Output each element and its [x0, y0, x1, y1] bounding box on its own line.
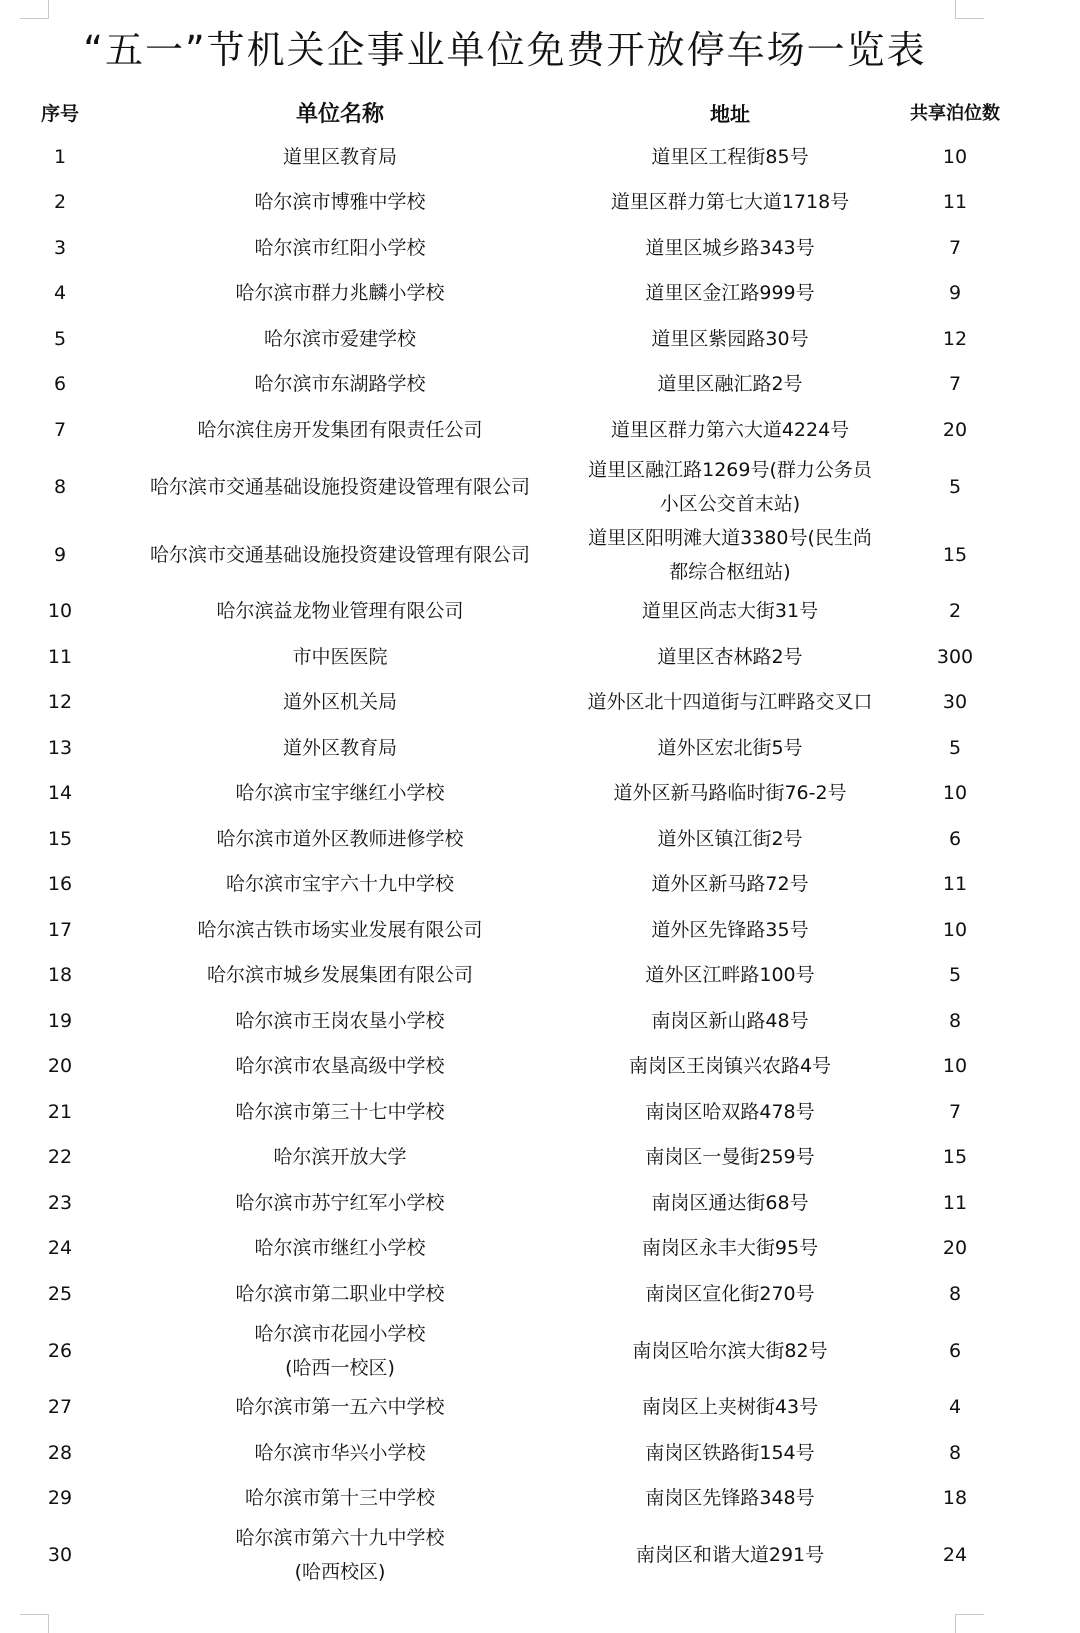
cell-address-text: 道里区金江路999号	[645, 282, 815, 305]
cell-shared-spaces-text: 5	[948, 475, 962, 498]
cell-unit-name-text: 哈尔滨市爱建学校	[263, 327, 416, 350]
page-corner-mark-bottom-left	[20, 1614, 49, 1633]
cell-shared-spaces-text: 300	[936, 645, 974, 668]
cell-serial-number	[0, 134, 120, 180]
cell-unit-name-text: 哈尔滨市道外区教师进修学校	[216, 827, 464, 850]
cell-unit-name-text: 哈尔滨市第六十九中学校	[235, 1527, 445, 1549]
page-corner-mark-bottom-right	[955, 1614, 984, 1633]
cell-address-text: 道外区先锋路35号	[651, 918, 809, 941]
cell-serial-number-text: 7	[53, 418, 67, 441]
cell-address-text: 道里区尚志大街31号	[641, 600, 819, 623]
cell-shared-spaces-text: 11	[942, 1191, 968, 1214]
cell-shared-spaces	[900, 316, 1010, 362]
cell-serial-number-text: 18	[47, 964, 73, 987]
cell-serial-number-text: 4	[53, 282, 67, 305]
cell-address	[560, 1317, 900, 1385]
cell-serial-number	[0, 1044, 120, 1090]
cell-unit-name	[120, 1317, 560, 1385]
cell-serial-number-text: 19	[47, 1009, 73, 1032]
cell-shared-spaces	[900, 998, 1010, 1044]
cell-serial-number	[0, 1317, 120, 1385]
cell-address	[560, 589, 900, 635]
cell-shared-spaces-text: 9	[948, 282, 962, 305]
cell-serial-number-text: 27	[47, 1396, 73, 1419]
cell-unit-name	[120, 589, 560, 635]
cell-address	[560, 180, 900, 226]
cell-address-text: 南岗区新山路48号	[651, 1009, 809, 1032]
cell-shared-spaces	[900, 771, 1010, 817]
cell-serial-number-text: 17	[47, 918, 73, 941]
cell-address	[560, 1135, 900, 1181]
cell-shared-spaces-text: 8	[948, 1009, 962, 1032]
cell-unit-name	[120, 407, 560, 453]
cell-shared-spaces-text: 20	[942, 1237, 968, 1260]
cell-serial-number	[0, 680, 120, 726]
cell-shared-spaces	[900, 862, 1010, 908]
cell-address	[560, 134, 900, 180]
cell-address-text: 小区公交首末站)	[659, 492, 801, 515]
cell-address	[560, 725, 900, 771]
cell-address	[560, 998, 900, 1044]
cell-address	[560, 407, 900, 453]
cell-address-text: 南岗区宣化街270号	[645, 1282, 815, 1305]
cell-unit-name	[120, 1385, 560, 1431]
cell-unit-name-text: 哈尔滨益龙物业管理有限公司	[216, 600, 464, 623]
cell-shared-spaces	[900, 1521, 1010, 1589]
cell-unit-name-text: 哈尔滨市华兴小学校	[254, 1441, 426, 1464]
cell-address-text: 南岗区永丰大街95号	[641, 1237, 819, 1260]
cell-shared-spaces-text: 7	[948, 236, 962, 259]
cell-unit-name-text: 市中医医院	[292, 645, 388, 668]
cell-serial-number	[0, 521, 120, 589]
cell-address-text: 南岗区铁路街154号	[645, 1441, 815, 1464]
table-row	[0, 634, 1010, 680]
cell-shared-spaces	[900, 1135, 1010, 1181]
header-serial-number: 序号	[40, 102, 79, 125]
cell-shared-spaces	[900, 180, 1010, 226]
cell-shared-spaces-text: 10	[942, 782, 968, 805]
cell-address-text: 道里区群力第七大道1718号	[610, 191, 850, 214]
header-shared-spaces: 共享泊位数	[910, 103, 1000, 124]
cell-address	[560, 634, 900, 680]
cell-address	[560, 771, 900, 817]
cell-shared-spaces	[900, 362, 1010, 408]
table-row	[0, 1317, 1010, 1385]
cell-serial-number-text: 13	[47, 736, 73, 759]
cell-serial-number-text: 21	[47, 1100, 73, 1123]
cell-shared-spaces	[900, 134, 1010, 180]
cell-address	[560, 271, 900, 317]
cell-serial-number	[0, 1430, 120, 1476]
cell-serial-number-text: 29	[47, 1487, 73, 1510]
cell-address	[560, 1476, 900, 1522]
cell-unit-name	[120, 634, 560, 680]
cell-serial-number	[0, 1271, 120, 1317]
cell-shared-spaces	[900, 907, 1010, 953]
cell-serial-number	[0, 407, 120, 453]
cell-serial-number	[0, 225, 120, 271]
cell-address	[560, 1430, 900, 1476]
cell-serial-number-text: 2	[53, 191, 67, 214]
cell-address-text: 南岗区一曼街259号	[645, 1146, 815, 1169]
cell-shared-spaces	[900, 1044, 1010, 1090]
cell-shared-spaces-text: 7	[948, 1100, 962, 1123]
table-row	[0, 316, 1010, 362]
cell-shared-spaces-text: 10	[942, 1055, 968, 1078]
cell-unit-name-text: (哈西一校区)	[285, 1356, 395, 1379]
cell-unit-name-text: 哈尔滨市宝宇六十九中学校	[225, 873, 454, 896]
cell-shared-spaces-text: 8	[948, 1282, 962, 1305]
cell-shared-spaces	[900, 271, 1010, 317]
cell-unit-name-text: 哈尔滨市农垦高级中学校	[235, 1055, 445, 1078]
cell-serial-number	[0, 1135, 120, 1181]
cell-serial-number-text: 23	[47, 1191, 73, 1214]
cell-serial-number-text: 11	[47, 645, 73, 668]
cell-unit-name-text: 哈尔滨市群力兆麟小学校	[235, 282, 445, 305]
table-row	[0, 1476, 1010, 1522]
cell-shared-spaces-text: 24	[942, 1544, 968, 1566]
cell-unit-name-text: 哈尔滨市第一五六中学校	[235, 1396, 445, 1419]
cell-unit-name	[120, 1476, 560, 1522]
cell-serial-number-text: 22	[47, 1146, 73, 1169]
cell-address-text: 道里区融江路1269号(群力公务员	[588, 458, 872, 481]
cell-shared-spaces	[900, 725, 1010, 771]
cell-shared-spaces	[900, 1180, 1010, 1226]
page-corner-mark-top-left	[20, 0, 49, 19]
cell-address	[560, 225, 900, 271]
cell-address-text: 道里区融汇路2号	[657, 373, 803, 396]
cell-address-text: 道外区北十四道街与江畔路交叉口	[587, 691, 873, 714]
cell-unit-name-text: 哈尔滨市红阳小学校	[254, 236, 426, 259]
cell-unit-name-text: 哈尔滨市城乡发展集团有限公司	[206, 964, 473, 987]
parking-lot-table	[0, 90, 1010, 1589]
cell-unit-name	[120, 134, 560, 180]
table-row	[0, 271, 1010, 317]
cell-serial-number	[0, 725, 120, 771]
cell-address	[560, 680, 900, 726]
cell-serial-number-text: 24	[47, 1237, 73, 1260]
cell-shared-spaces-text: 15	[942, 1146, 968, 1169]
cell-unit-name	[120, 816, 560, 862]
table-body	[0, 134, 1010, 1589]
table-row	[0, 1089, 1010, 1135]
cell-address	[560, 862, 900, 908]
table-row	[0, 816, 1010, 862]
table-row	[0, 1135, 1010, 1181]
cell-shared-spaces-text: 4	[948, 1396, 962, 1419]
table-row	[0, 1521, 1010, 1589]
cell-unit-name	[120, 680, 560, 726]
cell-address	[560, 1271, 900, 1317]
table-row	[0, 725, 1010, 771]
cell-address-text: 道外区镇江街2号	[657, 827, 803, 850]
cell-serial-number-text: 28	[47, 1441, 73, 1464]
cell-serial-number	[0, 1180, 120, 1226]
cell-address	[560, 362, 900, 408]
cell-serial-number-text: 15	[47, 827, 73, 850]
cell-shared-spaces-text: 12	[942, 327, 968, 350]
cell-address	[560, 953, 900, 999]
cell-shared-spaces-text: 11	[942, 873, 968, 896]
cell-unit-name	[120, 180, 560, 226]
cell-serial-number	[0, 816, 120, 862]
cell-address-text: 南岗区先锋路348号	[645, 1487, 815, 1510]
cell-address-text: 南岗区上夹树街43号	[641, 1396, 819, 1419]
cell-address	[560, 1385, 900, 1431]
cell-shared-spaces	[900, 407, 1010, 453]
cell-serial-number	[0, 634, 120, 680]
cell-shared-spaces	[900, 521, 1010, 589]
cell-shared-spaces-text: 5	[948, 964, 962, 987]
cell-serial-number-text: 25	[47, 1282, 73, 1305]
cell-address-text: 道外区宏北街5号	[657, 736, 803, 759]
cell-address-text: 南岗区王岗镇兴农路4号	[628, 1055, 832, 1078]
cell-serial-number-text: 12	[47, 691, 73, 714]
table-row	[0, 521, 1010, 589]
cell-unit-name-text: 哈尔滨开放大学	[273, 1146, 407, 1169]
cell-serial-number	[0, 180, 120, 226]
cell-shared-spaces	[900, 1089, 1010, 1135]
cell-shared-spaces-text: 2	[948, 600, 962, 623]
cell-unit-name-text: 哈尔滨古铁市场实业发展有限公司	[197, 918, 483, 941]
cell-unit-name	[120, 953, 560, 999]
cell-unit-name-text: 哈尔滨市花园小学校	[254, 1322, 426, 1345]
cell-address-text: 道里区城乡路343号	[645, 236, 815, 259]
cell-unit-name	[120, 521, 560, 589]
cell-unit-name-text: 哈尔滨市第十三中学校	[244, 1487, 435, 1510]
cell-serial-number	[0, 862, 120, 908]
cell-shared-spaces	[900, 634, 1010, 680]
cell-unit-name	[120, 271, 560, 317]
cell-address	[560, 1089, 900, 1135]
table-row	[0, 362, 1010, 408]
cell-unit-name-text: 道外区机关局	[282, 691, 397, 714]
cell-serial-number-text: 16	[47, 873, 73, 896]
cell-address-text: 道外区新马路临时街76-2号	[613, 782, 847, 805]
cell-unit-name	[120, 362, 560, 408]
cell-unit-name-text: 哈尔滨市东湖路学校	[254, 373, 426, 396]
cell-address-text: 道外区新马路72号	[651, 873, 809, 896]
cell-shared-spaces-text: 6	[948, 1339, 962, 1362]
cell-address-text: 南岗区哈尔滨大街82号	[632, 1339, 828, 1362]
cell-serial-number	[0, 589, 120, 635]
cell-unit-name-text: 哈尔滨市苏宁红军小学校	[235, 1191, 445, 1214]
cell-unit-name	[120, 1521, 560, 1589]
cell-unit-name	[120, 725, 560, 771]
table-row	[0, 225, 1010, 271]
cell-serial-number-text: 26	[47, 1339, 73, 1362]
table-row	[0, 953, 1010, 999]
cell-unit-name	[120, 862, 560, 908]
cell-shared-spaces-text: 11	[942, 191, 968, 214]
cell-shared-spaces	[900, 816, 1010, 862]
cell-unit-name	[120, 771, 560, 817]
cell-serial-number	[0, 998, 120, 1044]
cell-unit-name	[120, 1271, 560, 1317]
cell-serial-number-text: 6	[53, 373, 67, 396]
table-row	[0, 1180, 1010, 1226]
cell-unit-name	[120, 225, 560, 271]
cell-address-text: 道里区杏林路2号	[657, 645, 803, 668]
cell-serial-number-text: 8	[53, 475, 67, 498]
cell-unit-name-text: 哈尔滨市交通基础设施投资建设管理有限公司	[149, 543, 530, 566]
cell-unit-name	[120, 1180, 560, 1226]
cell-serial-number-text: 14	[47, 782, 73, 805]
table-row	[0, 998, 1010, 1044]
table-row	[0, 1044, 1010, 1090]
cell-address-text: 都综合枢纽站)	[669, 560, 791, 583]
cell-serial-number	[0, 453, 120, 521]
cell-unit-name	[120, 907, 560, 953]
page-corner-mark-top-right	[955, 0, 984, 19]
table-row	[0, 862, 1010, 908]
cell-address	[560, 816, 900, 862]
cell-serial-number-text: 10	[47, 600, 73, 623]
cell-shared-spaces	[900, 1271, 1010, 1317]
table-row	[0, 907, 1010, 953]
cell-address-text: 道里区群力第六大道4224号	[610, 418, 850, 441]
header-address: 地址	[710, 101, 750, 126]
table-row	[0, 680, 1010, 726]
table-row	[0, 1430, 1010, 1476]
cell-serial-number	[0, 1521, 120, 1589]
cell-unit-name	[120, 998, 560, 1044]
cell-address	[560, 1521, 900, 1589]
cell-address-text: 南岗区和谐大道291号	[635, 1544, 825, 1566]
cell-unit-name-text: 哈尔滨住房开发集团有限责任公司	[197, 418, 483, 441]
cell-unit-name-text: (哈西校区)	[294, 1561, 386, 1583]
cell-unit-name-text: 哈尔滨市交通基础设施投资建设管理有限公司	[149, 475, 530, 498]
cell-unit-name	[120, 453, 560, 521]
cell-address	[560, 907, 900, 953]
cell-unit-name-text: 道里区教育局	[282, 145, 397, 168]
cell-shared-spaces	[900, 680, 1010, 726]
cell-address	[560, 316, 900, 362]
cell-serial-number	[0, 316, 120, 362]
cell-address	[560, 453, 900, 521]
cell-unit-name-text: 哈尔滨市博雅中学校	[254, 191, 426, 214]
table-row	[0, 1385, 1010, 1431]
cell-shared-spaces-text: 6	[948, 827, 962, 850]
table-row	[0, 1271, 1010, 1317]
cell-address-text: 南岗区哈双路478号	[645, 1100, 815, 1123]
cell-address-text: 南岗区通达街68号	[651, 1191, 809, 1214]
cell-serial-number-text: 30	[47, 1544, 73, 1566]
cell-address-text: 道外区江畔路100号	[645, 964, 815, 987]
cell-shared-spaces	[900, 453, 1010, 521]
header-unit-name: 单位名称	[295, 101, 384, 127]
cell-unit-name	[120, 1135, 560, 1181]
table-header-row	[0, 90, 1010, 134]
cell-shared-spaces-text: 15	[942, 543, 968, 566]
cell-address-text: 道里区紫园路30号	[651, 327, 809, 350]
table-row	[0, 1226, 1010, 1272]
cell-serial-number-text: 9	[53, 543, 67, 566]
table-row	[0, 453, 1010, 521]
cell-serial-number	[0, 271, 120, 317]
cell-address	[560, 1180, 900, 1226]
cell-shared-spaces	[900, 1385, 1010, 1431]
cell-serial-number-text: 20	[47, 1055, 73, 1078]
cell-serial-number	[0, 907, 120, 953]
cell-unit-name-text: 哈尔滨市第三十七中学校	[235, 1100, 445, 1123]
cell-address	[560, 1226, 900, 1272]
page-title: “五一”节机关企事业单位免费开放停车场一览表	[83, 28, 927, 72]
cell-unit-name	[120, 316, 560, 362]
cell-serial-number	[0, 953, 120, 999]
cell-unit-name-text: 哈尔滨市王岗农垦小学校	[235, 1009, 445, 1032]
cell-shared-spaces-text: 8	[948, 1441, 962, 1464]
cell-unit-name-text: 道外区教育局	[282, 736, 397, 759]
cell-serial-number	[0, 1385, 120, 1431]
cell-shared-spaces-text: 10	[942, 918, 968, 941]
table-row	[0, 180, 1010, 226]
table-row	[0, 589, 1010, 635]
cell-shared-spaces	[900, 1430, 1010, 1476]
cell-address-text: 道里区阳明滩大道3380号(民生尚	[588, 526, 872, 549]
cell-unit-name	[120, 1226, 560, 1272]
cell-shared-spaces-text: 30	[942, 691, 968, 714]
table-row	[0, 771, 1010, 817]
cell-unit-name	[120, 1089, 560, 1135]
cell-shared-spaces	[900, 589, 1010, 635]
table-row	[0, 407, 1010, 453]
cell-shared-spaces	[900, 1317, 1010, 1385]
cell-shared-spaces	[900, 1226, 1010, 1272]
table-row	[0, 134, 1010, 180]
cell-shared-spaces	[900, 953, 1010, 999]
cell-address-text: 道里区工程街85号	[651, 145, 809, 168]
cell-serial-number	[0, 1089, 120, 1135]
cell-unit-name-text: 哈尔滨市宝宇继红小学校	[235, 782, 445, 805]
cell-serial-number	[0, 771, 120, 817]
cell-shared-spaces-text: 7	[948, 373, 962, 396]
cell-shared-spaces-text: 18	[942, 1487, 968, 1510]
cell-serial-number	[0, 1476, 120, 1522]
cell-shared-spaces-text: 5	[948, 736, 962, 759]
cell-shared-spaces-text: 20	[942, 418, 968, 441]
cell-unit-name-text: 哈尔滨市继红小学校	[254, 1237, 426, 1260]
cell-shared-spaces	[900, 225, 1010, 271]
cell-address	[560, 1044, 900, 1090]
cell-serial-number-text: 3	[53, 236, 67, 259]
cell-serial-number-text: 1	[53, 145, 67, 168]
cell-unit-name	[120, 1044, 560, 1090]
cell-serial-number-text: 5	[53, 327, 67, 350]
cell-shared-spaces-text: 10	[942, 145, 968, 168]
cell-serial-number	[0, 1226, 120, 1272]
cell-shared-spaces	[900, 1476, 1010, 1522]
cell-serial-number	[0, 362, 120, 408]
cell-unit-name-text: 哈尔滨市第二职业中学校	[235, 1282, 445, 1305]
cell-unit-name	[120, 1430, 560, 1476]
cell-address	[560, 521, 900, 589]
